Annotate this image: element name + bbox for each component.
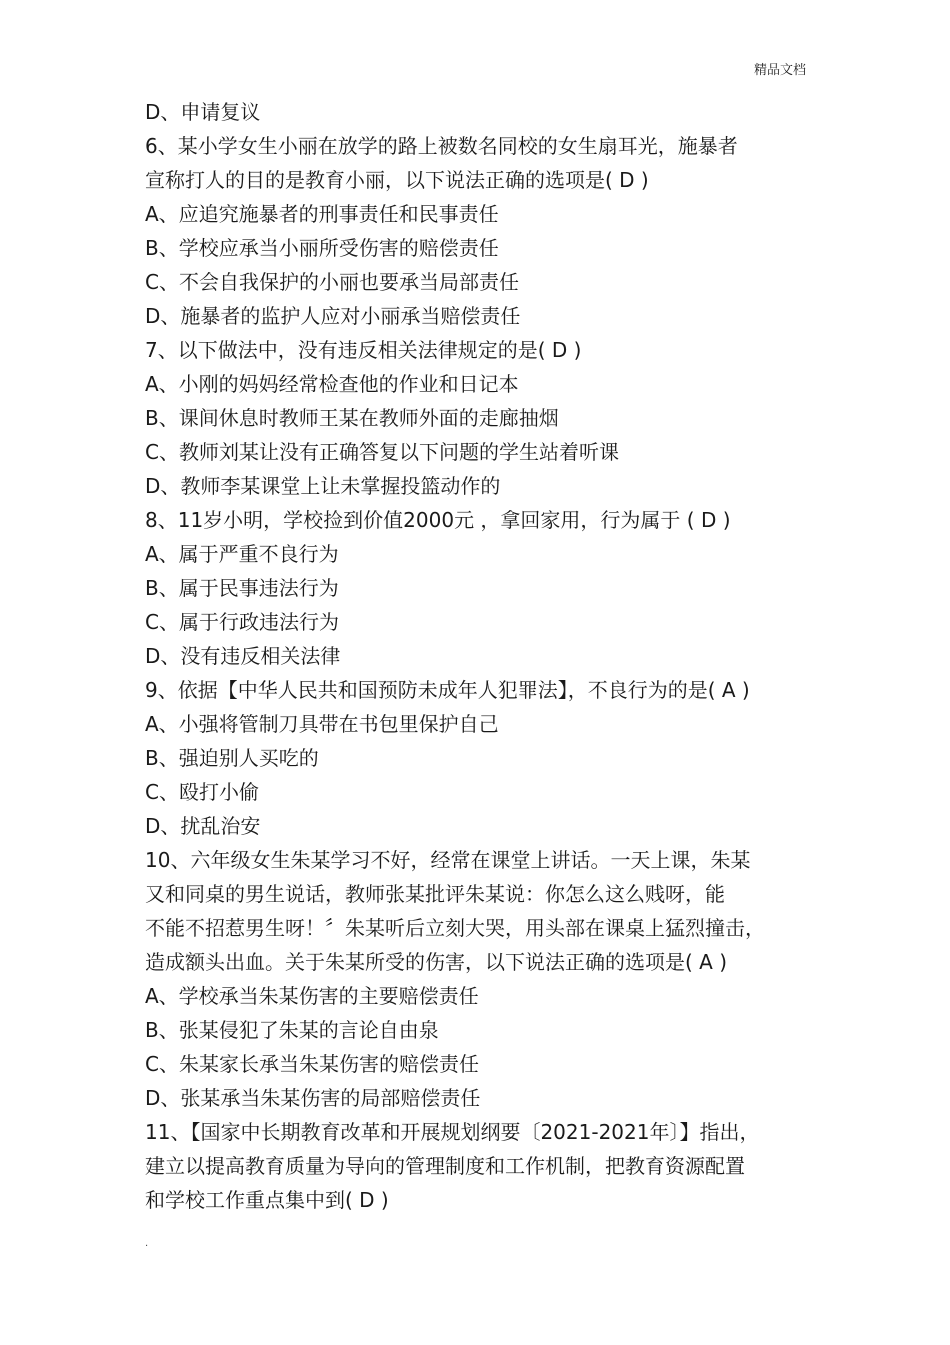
text-line: C、不会自我保护的小丽也要承当局部责任	[145, 270, 519, 294]
text-line: C、属于行政违法行为	[145, 610, 339, 634]
text-line: 不能不招惹男生呀！〞朱某听后立刻大哭，用头部在课桌上猛烈撞击，	[145, 916, 765, 940]
text-line: B、张某侵犯了朱某的言论自由泉	[145, 1018, 439, 1042]
text-line: A、小刚的妈妈经常检查他的作业和日记本	[145, 372, 519, 396]
text-line: D、张某承当朱某伤害的局部赔偿责任	[145, 1086, 481, 1110]
text-line: 11、【国家中长期教育改革和开展规划纲要〔2021-2021年〕】指出，	[145, 1120, 760, 1144]
text-line: A、应追究施暴者的刑事责任和民事责任	[145, 202, 499, 226]
text-line: 宣称打人的目的是教育小丽，以下说法正确的选项是( D )	[145, 168, 649, 192]
text-line: B、学校应承当小丽所受伤害的赔偿责任	[145, 236, 499, 260]
text-line: D、申请复议	[145, 100, 261, 124]
text-line: 6、某小学女生小丽在放学的路上被数名同校的女生扇耳光，施暴者	[145, 134, 738, 158]
page-footer-mark: .	[145, 1238, 149, 1249]
text-line: A、小强将管制刀具带在书包里保护自己	[145, 712, 499, 736]
text-line: 建立以提高教育质量为导向的管理制度和工作机制，把教育资源配置	[145, 1154, 745, 1178]
page-header-label: 精品文档	[753, 63, 806, 78]
text-line: C、教师刘某让没有正确答复以下问题的学生站着听课	[145, 440, 619, 464]
text-line: 9、依据【中华人民共和国预防未成年人犯罪法】，不良行为的是( A )	[145, 678, 750, 702]
text-line: B、课间休息时教师王某在教师外面的走廊抽烟	[145, 406, 559, 430]
text-line: C、朱某家长承当朱某伤害的赔偿责任	[145, 1052, 479, 1076]
text-line: 10、六年级女生朱某学习不好，经常在课堂上讲话。一天上课，朱某	[145, 848, 751, 872]
text-line: 7、以下做法中，没有违反相关法律规定的是( D )	[145, 338, 582, 362]
text-line: B、强迫别人买吃的	[145, 746, 319, 770]
text-line: D、扰乱治安	[145, 814, 261, 838]
text-line: 8、11岁小明，学校捡到价值2000元 ，拿回家用，行为属于 ( D )	[145, 508, 731, 532]
text-line: D、教师李某课堂上让未掌握投篮动作的	[145, 474, 501, 498]
text-line: C、殴打小偷	[145, 780, 259, 804]
text-line: 造成额头出血。关于朱某所受的伤害，以下说法正确的选项是( A )	[145, 950, 728, 974]
document-body	[145, 95, 825, 1217]
text-line: D、施暴者的监护人应对小丽承当赔偿责任	[145, 304, 521, 328]
text-line: A、学校承当朱某伤害的主要赔偿责任	[145, 984, 479, 1008]
text-line: A、属于严重不良行为	[145, 542, 339, 566]
text-line: B、属于民事违法行为	[145, 576, 339, 600]
text-line: D、没有违反相关法律	[145, 644, 341, 668]
text-line: 又和同桌的男生说话，教师张某批评朱某说：你怎么这么贱呀，能	[145, 882, 725, 906]
text-line: 和学校工作重点集中到( D )	[145, 1188, 389, 1212]
